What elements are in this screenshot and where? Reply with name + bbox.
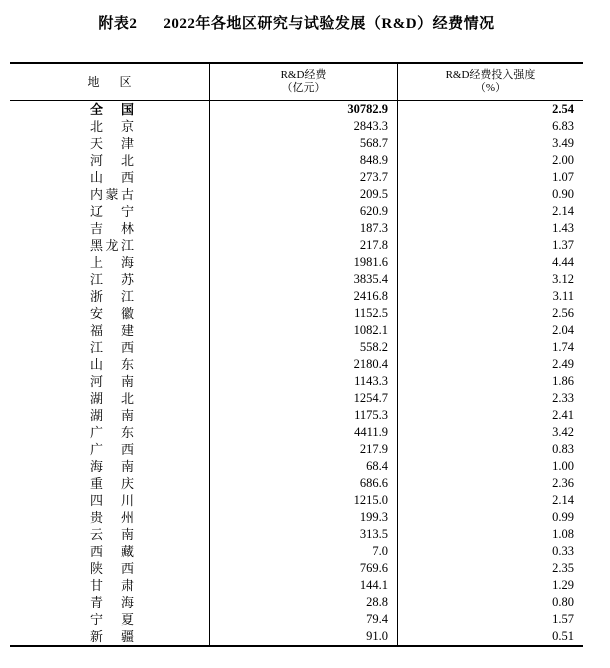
intensity-header-line2: （%）: [474, 82, 507, 94]
region-cell: [10, 492, 209, 509]
region-cell: [10, 152, 209, 169]
rd-funds-value: 686.6: [209, 475, 397, 492]
funds-header-line1: R&D经费: [280, 69, 327, 81]
region-name: 北 京: [90, 119, 134, 134]
header-cell-intensity: [397, 64, 583, 100]
rd-funds-value: 7.0: [209, 543, 397, 560]
region-cell: [10, 611, 209, 628]
rd-intensity-value: 0.90: [397, 186, 583, 203]
rd-funds-value: 209.5: [209, 186, 397, 203]
region-name: 浙 江: [90, 289, 134, 304]
region-cell: [10, 220, 209, 237]
rd-intensity-value: 0.99: [397, 509, 583, 526]
rd-intensity-value: 3.11: [397, 288, 583, 305]
region-cell: [10, 254, 209, 271]
rd-intensity-value: 0.83: [397, 441, 583, 458]
rd-intensity-value: 2.41: [397, 407, 583, 424]
region-cell: [10, 322, 209, 339]
table-row: [10, 509, 583, 526]
rd-intensity-value: 2.36: [397, 475, 583, 492]
table-row: [10, 475, 583, 492]
rd-intensity-value: 2.56: [397, 305, 583, 322]
rd-intensity-value: 1.43: [397, 220, 583, 237]
rd-funds-value: 620.9: [209, 203, 397, 220]
region-cell: [10, 339, 209, 356]
table-row: [10, 560, 583, 577]
rd-funds-value: 144.1: [209, 577, 397, 594]
table-row: [10, 458, 583, 475]
rd-intensity-value: 0.80: [397, 594, 583, 611]
table-number-label: 附表2: [98, 16, 138, 32]
funds-header-line2: （亿元）: [281, 82, 326, 94]
rd-intensity-value: 3.42: [397, 424, 583, 441]
region-cell: [10, 577, 209, 594]
table-row: [10, 407, 583, 424]
rd-intensity-value: 6.83: [397, 118, 583, 135]
region-name: 内 蒙 古: [90, 187, 134, 202]
region-name: 山 东: [90, 357, 134, 372]
table-row: [10, 305, 583, 322]
region-name: 湖 南: [90, 408, 134, 423]
table-row: [10, 237, 583, 254]
region-cell: [10, 169, 209, 186]
rd-intensity-value: 2.00: [397, 152, 583, 169]
rd-intensity-value: 2.04: [397, 322, 583, 339]
region-name: 河 北: [90, 153, 134, 168]
region-cell: [10, 186, 209, 203]
rd-funds-value: 68.4: [209, 458, 397, 475]
table-row: [10, 271, 583, 288]
rd-funds-value: 1215.0: [209, 492, 397, 509]
region-name: 重 庆: [90, 476, 134, 491]
table-row: [10, 424, 583, 441]
table-body: [10, 101, 583, 645]
region-name: 海 南: [90, 459, 134, 474]
rd-intensity-value: 2.33: [397, 390, 583, 407]
region-name: 甘 肃: [90, 578, 134, 593]
region-name: 陕 西: [90, 561, 134, 576]
header-cell-region: [10, 64, 209, 100]
table-row: [10, 594, 583, 611]
table-row: [10, 543, 583, 560]
rd-funds-value: 217.8: [209, 237, 397, 254]
rd-intensity-value: 4.44: [397, 254, 583, 271]
region-cell: [10, 543, 209, 560]
region-name: 广 西: [90, 442, 134, 457]
rd-intensity-value: 2.35: [397, 560, 583, 577]
rd-funds-value: 1152.5: [209, 305, 397, 322]
table-row: [10, 186, 583, 203]
region-name: 福 建: [90, 323, 134, 338]
region-cell: [10, 424, 209, 441]
region-name: 西 藏: [90, 544, 134, 559]
rd-funds-value: 199.3: [209, 509, 397, 526]
region-cell: [10, 390, 209, 407]
region-cell: [10, 305, 209, 322]
region-name: 上 海: [90, 255, 134, 270]
table-row: [10, 526, 583, 543]
rd-intensity-value: 3.49: [397, 135, 583, 152]
region-name: 江 西: [90, 340, 134, 355]
table-row: [10, 492, 583, 509]
region-cell: [10, 118, 209, 135]
rd-funds-value: 848.9: [209, 152, 397, 169]
region-name: 吉 林: [90, 221, 134, 236]
rd-funds-value: 4411.9: [209, 424, 397, 441]
rd-funds-value: 568.7: [209, 135, 397, 152]
intensity-header-line1: R&D经费投入强度: [445, 69, 536, 81]
region-cell: [10, 101, 209, 118]
region-cell: [10, 560, 209, 577]
rd-funds-value: 1254.7: [209, 390, 397, 407]
rd-funds-value: 1143.3: [209, 373, 397, 390]
region-name: 安 徽: [90, 306, 134, 321]
region-cell: [10, 594, 209, 611]
table-row: [10, 254, 583, 271]
header-cell-funds: [209, 64, 397, 100]
rd-funds-value: 273.7: [209, 169, 397, 186]
region-cell: [10, 407, 209, 424]
region-name: 全 国: [90, 102, 134, 117]
region-name: 四 川: [90, 493, 134, 508]
table-row: [10, 373, 583, 390]
rd-intensity-value: 2.14: [397, 492, 583, 509]
region-name: 新 疆: [90, 629, 134, 644]
rd-intensity-value: 3.12: [397, 271, 583, 288]
table-row: [10, 288, 583, 305]
region-cell: [10, 628, 209, 645]
rd-expenditure-table: [10, 62, 583, 647]
rd-intensity-value: 2.49: [397, 356, 583, 373]
rd-funds-value: 1175.3: [209, 407, 397, 424]
table-row: [10, 135, 583, 152]
table-row: [10, 356, 583, 373]
region-name: 贵 州: [90, 510, 134, 525]
rd-intensity-value: 2.54: [397, 101, 583, 118]
rd-intensity-value: 1.57: [397, 611, 583, 628]
table-row: [10, 611, 583, 628]
region-cell: [10, 203, 209, 220]
rd-intensity-value: 1.07: [397, 169, 583, 186]
rd-funds-value: 558.2: [209, 339, 397, 356]
table-row: [10, 441, 583, 458]
region-name: 河 南: [90, 374, 134, 389]
region-name: 云 南: [90, 527, 134, 542]
rd-funds-value: 2180.4: [209, 356, 397, 373]
rd-funds-value: 28.8: [209, 594, 397, 611]
table-header-row: [10, 64, 583, 101]
rd-intensity-value: 2.14: [397, 203, 583, 220]
table-row: [10, 339, 583, 356]
region-name: 江 苏: [90, 272, 134, 287]
region-cell: [10, 373, 209, 390]
rd-funds-value: 217.9: [209, 441, 397, 458]
region-name: 广 东: [90, 425, 134, 440]
rd-intensity-value: 1.86: [397, 373, 583, 390]
region-name: 天 津: [90, 136, 134, 151]
region-cell: [10, 441, 209, 458]
region-cell: [10, 458, 209, 475]
rd-intensity-value: 0.51: [397, 628, 583, 645]
region-name: 山 西: [90, 170, 134, 185]
region-cell: [10, 237, 209, 254]
rd-funds-value: 91.0: [209, 628, 397, 645]
rd-funds-value: 1981.6: [209, 254, 397, 271]
region-cell: [10, 509, 209, 526]
rd-funds-value: 1082.1: [209, 322, 397, 339]
table-row: [10, 220, 583, 237]
rd-intensity-value: 1.74: [397, 339, 583, 356]
region-header-label: 地 区: [87, 74, 132, 89]
table-row: [10, 390, 583, 407]
page-title: [0, 12, 593, 33]
rd-funds-value: 187.3: [209, 220, 397, 237]
rd-intensity-value: 1.08: [397, 526, 583, 543]
rd-funds-value: 2843.3: [209, 118, 397, 135]
table-row: [10, 322, 583, 339]
region-cell: [10, 526, 209, 543]
table-title-text: 2022年各地区研究与试验发展（R&D）经费情况: [163, 16, 495, 32]
table-row: [10, 118, 583, 135]
region-name: 湖 北: [90, 391, 134, 406]
region-name: 辽 宁: [90, 204, 134, 219]
rd-funds-value: 3835.4: [209, 271, 397, 288]
rd-funds-value: 79.4: [209, 611, 397, 628]
rd-funds-value: 30782.9: [209, 101, 397, 118]
region-cell: [10, 271, 209, 288]
rd-funds-value: 769.6: [209, 560, 397, 577]
table-row: [10, 169, 583, 186]
table-row: [10, 101, 583, 118]
region-cell: [10, 475, 209, 492]
region-name: 黑 龙 江: [90, 238, 134, 253]
region-name: 宁 夏: [90, 612, 134, 627]
rd-intensity-value: 1.29: [397, 577, 583, 594]
region-cell: [10, 288, 209, 305]
region-cell: [10, 135, 209, 152]
rd-intensity-value: 0.33: [397, 543, 583, 560]
region-cell: [10, 356, 209, 373]
rd-intensity-value: 1.37: [397, 237, 583, 254]
rd-funds-value: 313.5: [209, 526, 397, 543]
rd-intensity-value: 1.00: [397, 458, 583, 475]
table-row: [10, 628, 583, 645]
table-row: [10, 203, 583, 220]
table-row: [10, 152, 583, 169]
table-row: [10, 577, 583, 594]
region-name: 青 海: [90, 595, 134, 610]
rd-funds-value: 2416.8: [209, 288, 397, 305]
